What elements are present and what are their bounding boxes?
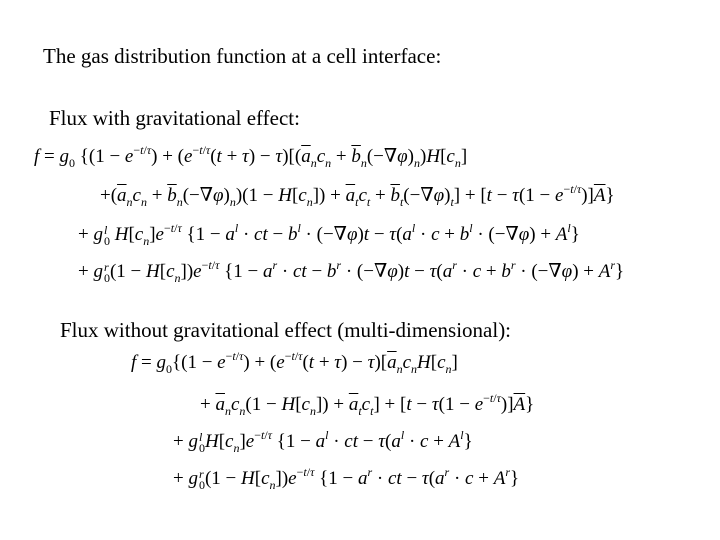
equation-gravity-line-4: + g r 0 $(1 - H[c_n])e^{-t/\tau}$ {$1 - a^r$ · ct − $b^r \cdot (-\nabla\varphi)t - \tau(a^r \cdot c + b^r \cdot (-\nabla\varphi) + A^r\}$ bbox=[78, 258, 625, 285]
equation-no-gravity-line-4: + g r 0 $(1 - H[c_n])e^{-t/\tau}$ {$1 - a^r$ · ct − $\tau(a^r \cdot c + A^r\}$ bbox=[173, 465, 520, 492]
equation-no-gravity-line-1: $f = g_0\{(1 - e^{-t/\tau}) + (e^{-t/\tau}(t + \tau) - \tau)[\overline{a}_nc_nH[c_n]$ bbox=[131, 349, 458, 376]
section-heading-gravity: Flux with gravitational effect: bbox=[49, 106, 300, 130]
equation-gravity-line-2: $+(\overline{a}_nc_n + \overline{b}_n(-\nabla\varphi)_n)(1 - H[c_n]) + \overline{a}_tc_t + \overline{b}_t(-\nabla\varphi)_t] + [t - \tau(1 - e^{-t/\tau})]\overline{A}$} bbox=[100, 182, 615, 209]
slide-title: The gas distribution function at a cell interface: bbox=[43, 44, 442, 68]
equation-no-gravity-line-2: + $\overline{a}_nc_n(1 - H[c_n]) + \overline{a}_tc_t] + [t - \tau(1 - e^{-t/\tau})]\overline{A}$} bbox=[200, 391, 535, 418]
equation-no-gravity-line-3: + g l 0 $H[c_n]e^{-t/\tau}$ {$1 - a^l$ · ct − $\tau(a^l \cdot c + A^l\}$ bbox=[173, 428, 473, 455]
equation-gravity-line-3: + g l 0 $H[c_n]e^{-t/\tau}$ {$1 - a^l$ · ct − $b^l \cdot (-\nabla\varphi)t - \tau(a^l \cdot c + b^l \cdot (-\nabla\varphi) + A^l\}$ bbox=[78, 221, 580, 248]
equation-gravity-line-1: $f = g_0$ {$(1 - e^{-t/\tau}) + (e^{-t/\tau}(t + \tau) - \tau)[(\overline{a}_nc_n + \overline{b}_n(-\nabla\varphi)_n)H[c_n]$ bbox=[34, 143, 468, 170]
section-heading-no-gravity: Flux without gravitational effect (multi-dimensional): bbox=[60, 318, 512, 342]
